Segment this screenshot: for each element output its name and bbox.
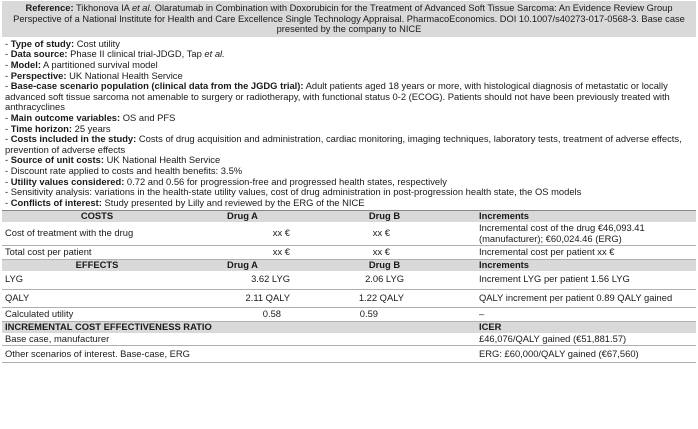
effect-row-increment: Increment LYG per patient 1.56 LYG [476, 271, 696, 289]
cost-row-drug-a: xx € [192, 222, 293, 246]
icer-header [2, 322, 696, 333]
cost-row-drug-b: xx € [293, 222, 476, 246]
costs-effects-table [2, 211, 696, 322]
icer-row-value: ERG: £60,000/QALY gained (€67,560) [476, 346, 696, 363]
cost-row-label: Cost of treatment with the drug [2, 222, 192, 246]
detail-discount: - Discount rate applied to costs and health benefits: 3.5% [5, 164, 243, 176]
effect-row-drug-a: 3.62 LYG [192, 271, 293, 289]
reference-authors: Tikhonova IA [75, 3, 130, 13]
reference-etal: et al. [131, 3, 153, 13]
effects-header-drug-b: Drug B [293, 260, 476, 272]
detail-conflicts: - Conflicts of interest: Study presented by Lilly and reviewed by the ERG of the NICE [5, 196, 365, 208]
detail-sensitivity: - Sensitivity analysis: variations in the health-state utility values, cost of drug administration in post-progression health state, the OS models [5, 186, 582, 198]
table-row [2, 246, 696, 260]
cost-row-drug-a: xx € [192, 246, 293, 260]
effects-header [2, 260, 696, 272]
detail-perspective: - Perspective: UK National Health Service [5, 69, 183, 81]
table-row [2, 222, 696, 246]
cost-row-label: Total cost per patient [2, 246, 192, 260]
detail-costs-included: - Costs included in the study: Costs of drug acquisition and administration, cardiac monitoring, imaging techniques, laboratory tests, treatment of adverse effects, prevention of adverse effects [5, 133, 682, 155]
costs-header-drug-b: Drug B [293, 211, 476, 222]
effect-row-increment: – [476, 308, 696, 322]
table-row [2, 289, 696, 308]
costs-header-title: COSTS [2, 211, 192, 222]
effect-row-drug-b: 1.22 QALY [293, 289, 476, 308]
detail-model: - Model: A partitioned survival model [5, 58, 158, 70]
cost-row-increment: Incremental cost per patient xx € [476, 246, 696, 260]
detail-data-source: - Data source: Phase II clinical trial-JDGD, Tap et al. [5, 48, 225, 60]
effect-row-drug-a: 2.11 QALY [192, 289, 293, 308]
effect-row-label: QALY [2, 289, 192, 308]
effect-row-drug-b: 0.59 [293, 308, 476, 322]
detail-utility: - Utility values considered: 0.72 and 0.56 for progression-free and progressed health states, respectively [5, 175, 447, 187]
icer-header-title: INCREMENTAL COST EFFECTIVENESS RATIO [2, 322, 476, 333]
effect-row-label: Calculated utility [2, 308, 192, 322]
detail-population: - Base-case scenario population (clinical data from the JGDG trial): Adult patients aged 18 years or more, with histological diagnosis of metastatic or locally advanced soft tissue sarcoma not amenable to surgery or radiotherapy, with functional status 0-2 (ECOG). Patients should not have been previously treated with anthracyclines [5, 80, 670, 113]
reference-block [2, 1, 696, 37]
costs-header-drug-a: Drug A [192, 211, 293, 222]
cost-row-drug-b: xx € [293, 246, 476, 260]
effect-row-label: LYG [2, 271, 192, 289]
detail-time-horizon: - Time horizon: 25 years [5, 122, 111, 134]
detail-outcomes: - Main outcome variables: OS and PFS [5, 111, 176, 123]
effects-header-title: EFFECTS [2, 260, 192, 272]
detail-type: - Type of study: Cost utility [5, 37, 120, 49]
table-row [2, 346, 696, 363]
icer-header-icer: ICER [476, 322, 696, 333]
effect-row-drug-b: 2.06 LYG [293, 271, 476, 289]
table-row [2, 308, 696, 322]
costs-header-increments: Increments [476, 211, 696, 222]
evaluation-summary-table [2, 1, 696, 363]
icer-row-label: Other scenarios of interest. Base-case, ERG [2, 346, 476, 363]
study-details [2, 37, 696, 212]
costs-header [2, 211, 696, 222]
reference-label: Reference: [25, 3, 74, 13]
cost-row-increment: Incremental cost of the drug €46,093.41 (manufacturer); €60,024.46 (ERG) [476, 222, 696, 246]
table-row [2, 271, 696, 289]
icer-row-label: Base case, manufacturer [2, 333, 476, 346]
effect-row-drug-a: 0.58 [192, 308, 293, 322]
effect-row-increment: QALY increment per patient 0.89 QALY gained [476, 289, 696, 308]
icer-table [2, 322, 696, 363]
detail-unit-costs: - Source of unit costs: UK National Health Service [5, 154, 221, 166]
icer-row-value: £46,076/QALY gained (€51,881.57) [476, 333, 696, 346]
effects-header-increments: Increments [476, 260, 696, 272]
effects-header-drug-a: Drug A [192, 260, 293, 272]
reference-text: Olaratumab in Combination with Doxorubicin for the Treatment of Advanced Soft Tissue Sarcoma: An Evidence Review Group Perspective of a National Institute for Health and Care Excellence Single Technology Appraisal. PharmacoEconomics. DOI 10.1007/s40273-017-0568-3. Base case presented by the company to NICE [13, 3, 685, 35]
table-row [2, 333, 696, 346]
